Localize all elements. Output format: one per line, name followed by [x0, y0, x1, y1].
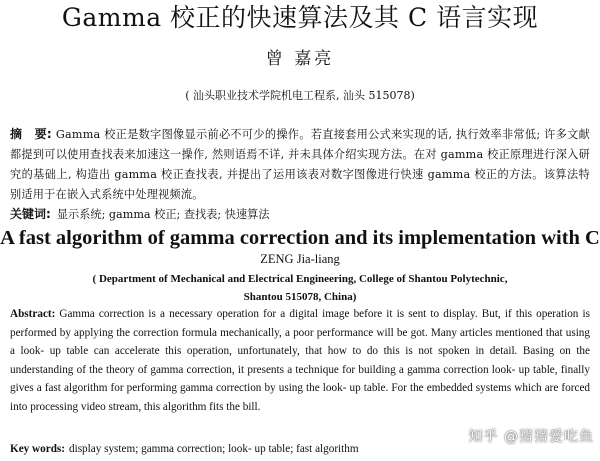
abstract-english [10, 305, 590, 417]
author-chinese: 曾 嘉亮 [265, 49, 335, 69]
abstract-english-text: Gamma correction is a necessary operation for a digital image before it is sent to display. But, if this operation is performed by applying the correction formula mechanically, a poor performance will be got. Many articles mentioned that using a look- up table can accelerate this operation, unfortunately, that how to do this is not spoken in detail. Basing on the understanding of the theory of gamma correction, it presents a technique for building a gamma correction look- up table, finally gives a fast algorithm for performing gamma correction by using the look- up table. For the embedded systems which are forced into processing video stream, this algorithm fits the bill. [10, 308, 590, 413]
keywords-chinese-label: 关键词: [10, 207, 51, 221]
affiliation-english-line2: Shantou 515078, China) [243, 291, 357, 303]
keywords-chinese-text: 显示系统; gamma 校正; 查找表; 快速算法 [56, 208, 270, 221]
title-english: A fast algorithm of gamma correction and its implementation with C [0, 227, 600, 249]
author-english: ZENG Jia-liang [260, 252, 340, 266]
abstract-chinese-text: Gamma 校正是数字图像显示前必不可少的操作。若直接套用公式来实现的话, 执行效率非常低; 许多文献都提到可以使用查找表来加速这一操作, 然则语焉不详, 并未具体介绍实现方法。在对 gamma 校正原理进行深入研究的基础上, 构造出 gamma 校正查找表, 并提出了运用该表对数字图像进行快速 gamma 校正的方法。该算法特别适用于在嵌入式系统中处理视频流。 [10, 128, 590, 201]
watermark: 知乎 @猪猪爱吃鱼 [468, 429, 594, 445]
keywords-chinese [10, 204, 590, 225]
abstract-english-label: Abstract: [10, 308, 56, 320]
abstract-chinese [10, 124, 590, 205]
title-chinese: Gamma 校正的快速算法及其 C 语言实现 [61, 3, 539, 32]
abstract-chinese-label: 摘 要: [10, 127, 52, 141]
affiliation-english-line1: ( Department of Mechanical and Electrical Engineering, College of Shantou Polytechnic, [92, 273, 508, 285]
keywords-english-text: display system; gamma correction; look- up table; fast algorithm [69, 443, 359, 455]
affiliation-chinese: ( 汕头职业技术学院机电工程系, 汕头 515078) [185, 89, 415, 102]
affiliation-english [0, 270, 600, 306]
keywords-english-label: Key words: [10, 443, 65, 455]
